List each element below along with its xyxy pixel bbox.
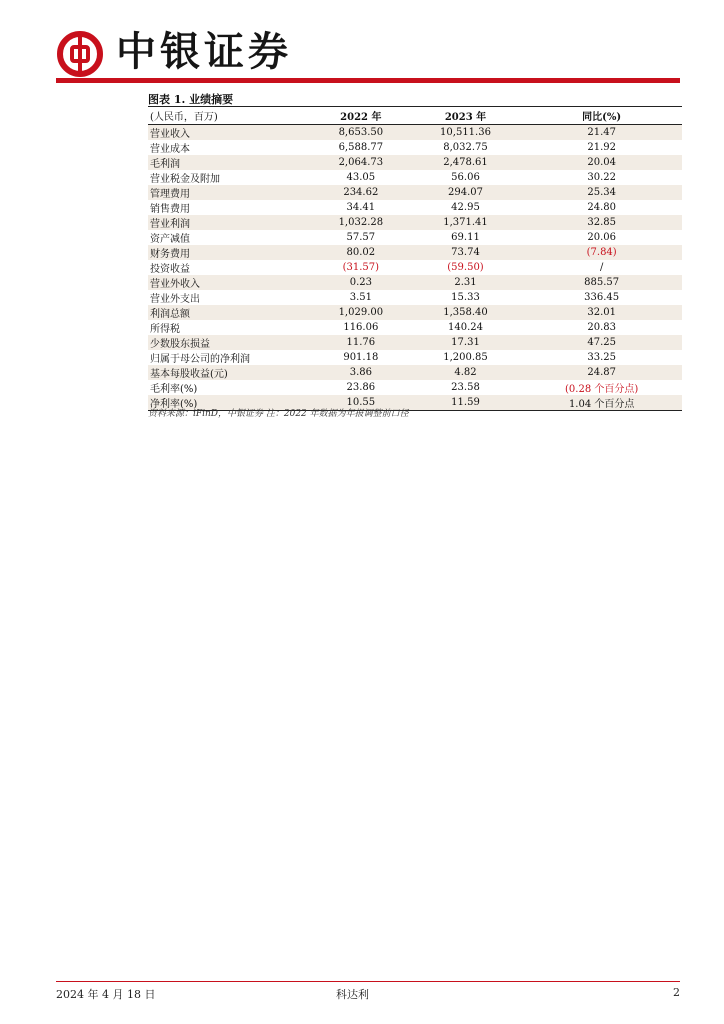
row-label: 少数股东损益 xyxy=(150,339,210,350)
column-header-2022: 2022 年 xyxy=(340,112,382,123)
value-2023: (59.50) xyxy=(447,262,484,273)
column-header-unit: (人民币，百万) xyxy=(150,112,218,123)
value-2023: 17.31 xyxy=(451,337,480,348)
value-2022: 11.76 xyxy=(346,337,376,348)
footer-rule xyxy=(56,981,680,982)
header-rule xyxy=(56,78,680,83)
value-2023: 15.33 xyxy=(451,292,480,303)
row-label: 所得税 xyxy=(150,324,180,335)
value-yoy: / xyxy=(599,262,604,273)
value-2022: 8,653.50 xyxy=(338,127,384,138)
column-header-yoy: 同比(%) xyxy=(582,112,622,123)
value-yoy: 32.85 xyxy=(587,217,616,228)
value-yoy: 24.80 xyxy=(587,202,616,213)
row-label: 营业外支出 xyxy=(150,294,200,305)
table-row xyxy=(148,350,682,365)
row-label: 归属于母公司的净利润 xyxy=(150,354,250,365)
value-2023: 42.95 xyxy=(451,202,480,213)
table-row xyxy=(148,275,682,290)
value-yoy: 20.06 xyxy=(587,232,616,243)
row-label: 管理费用 xyxy=(150,189,190,200)
value-yoy: 33.25 xyxy=(587,352,616,363)
value-yoy: 21.92 xyxy=(587,142,616,153)
value-2023: 56.06 xyxy=(451,172,480,183)
page-number: 2 xyxy=(673,986,680,999)
row-label: 毛利润 xyxy=(150,159,180,170)
value-2022: (31.57) xyxy=(342,262,380,273)
table-row xyxy=(148,320,682,335)
value-2022: 34.41 xyxy=(346,202,376,213)
table-row xyxy=(148,290,682,305)
value-2022: 2,064.73 xyxy=(338,157,384,168)
value-yoy: (0.28 个百分点) xyxy=(565,384,639,395)
value-2022: 901.18 xyxy=(343,352,379,363)
table-row xyxy=(148,335,682,350)
table-row xyxy=(148,125,682,141)
value-2023: 1,200.85 xyxy=(443,352,488,363)
value-2022: 43.05 xyxy=(346,172,376,183)
bank-of-china-logo-icon xyxy=(56,30,104,78)
table-row xyxy=(148,215,682,230)
value-2022: 3.51 xyxy=(349,292,372,303)
table-header-row xyxy=(148,107,682,125)
value-2022: 80.02 xyxy=(346,247,376,258)
table-row xyxy=(148,185,682,200)
value-yoy: 20.83 xyxy=(587,322,616,333)
value-yoy: 20.04 xyxy=(587,157,616,168)
value-yoy: 1.04 个百分点 xyxy=(568,399,635,410)
value-2022: 3.86 xyxy=(349,367,372,378)
value-yoy: 24.87 xyxy=(587,367,616,378)
value-2023: 8,032.75 xyxy=(443,142,488,153)
value-2023: 1,358.40 xyxy=(443,307,488,318)
value-2023: 10,511.36 xyxy=(440,127,491,138)
value-2022: 57.57 xyxy=(346,232,376,243)
footer-company: 科达利 xyxy=(336,988,369,1001)
row-label: 营业成本 xyxy=(150,144,190,155)
table-body xyxy=(148,125,682,411)
summary-table-container xyxy=(148,106,682,411)
table-row xyxy=(148,245,682,260)
row-label: 营业外收入 xyxy=(150,279,200,290)
value-2023: 1,371.41 xyxy=(443,217,488,228)
value-2022: 0.23 xyxy=(349,277,372,288)
value-yoy: 30.22 xyxy=(587,172,616,183)
summary-table xyxy=(148,106,682,411)
table-row xyxy=(148,305,682,320)
row-label: 利润总额 xyxy=(150,309,190,320)
value-yoy: 21.47 xyxy=(587,127,616,138)
row-label: 投资收益 xyxy=(150,264,190,275)
table-row xyxy=(148,260,682,275)
value-2023: 73.74 xyxy=(451,247,480,258)
value-yoy: 32.01 xyxy=(587,307,616,318)
value-2023: 23.58 xyxy=(451,382,480,393)
value-yoy: 885.57 xyxy=(584,277,620,288)
value-2022: 10.55 xyxy=(346,397,376,408)
value-2022: 1,032.28 xyxy=(338,217,384,228)
row-label: 资产减值 xyxy=(150,234,190,245)
value-2023: 2.31 xyxy=(454,277,477,288)
row-label: 营业收入 xyxy=(150,129,190,140)
value-yoy: 336.45 xyxy=(584,292,620,303)
row-label: 财务费用 xyxy=(150,249,190,260)
value-2023: 11.59 xyxy=(451,397,480,408)
row-label: 毛利率(%) xyxy=(150,384,198,395)
value-2023: 69.11 xyxy=(451,232,480,243)
value-yoy: 25.34 xyxy=(587,187,616,198)
column-header-2023: 2023 年 xyxy=(444,112,487,123)
value-2022: 6,588.77 xyxy=(338,142,384,153)
row-label: 基本每股收益(元) xyxy=(150,369,228,380)
value-2022: 234.62 xyxy=(343,187,379,198)
value-2022: 1,029.00 xyxy=(338,307,384,318)
row-label: 营业税金及附加 xyxy=(150,174,220,185)
table-row xyxy=(148,230,682,245)
table-row xyxy=(148,365,682,380)
value-2022: 23.86 xyxy=(346,382,376,393)
row-label: 营业利润 xyxy=(150,219,190,230)
footer-date: 2024 年 4 月 18 日 xyxy=(56,988,156,1001)
value-yoy: (7.84) xyxy=(586,247,617,258)
value-yoy: 47.25 xyxy=(587,337,616,348)
table-row xyxy=(148,200,682,215)
table-row xyxy=(148,140,682,155)
row-label: 净利率(%) xyxy=(150,399,198,410)
table-row xyxy=(148,155,682,170)
figure-title: 图表 1. 业绩摘要 xyxy=(148,93,234,106)
value-2023: 2,478.61 xyxy=(443,157,488,168)
table-row xyxy=(148,170,682,185)
table-row xyxy=(148,380,682,395)
brand-name: 中银证券 xyxy=(116,28,292,75)
value-2022: 116.06 xyxy=(343,322,379,333)
row-label: 销售费用 xyxy=(150,204,190,215)
value-2023: 294.07 xyxy=(448,187,483,198)
source-note: 资料来源：iFinD，中银证券 注：2022 年数据为年报调整前口径 xyxy=(148,409,409,419)
value-2023: 4.82 xyxy=(454,367,477,378)
value-2023: 140.24 xyxy=(448,322,483,333)
